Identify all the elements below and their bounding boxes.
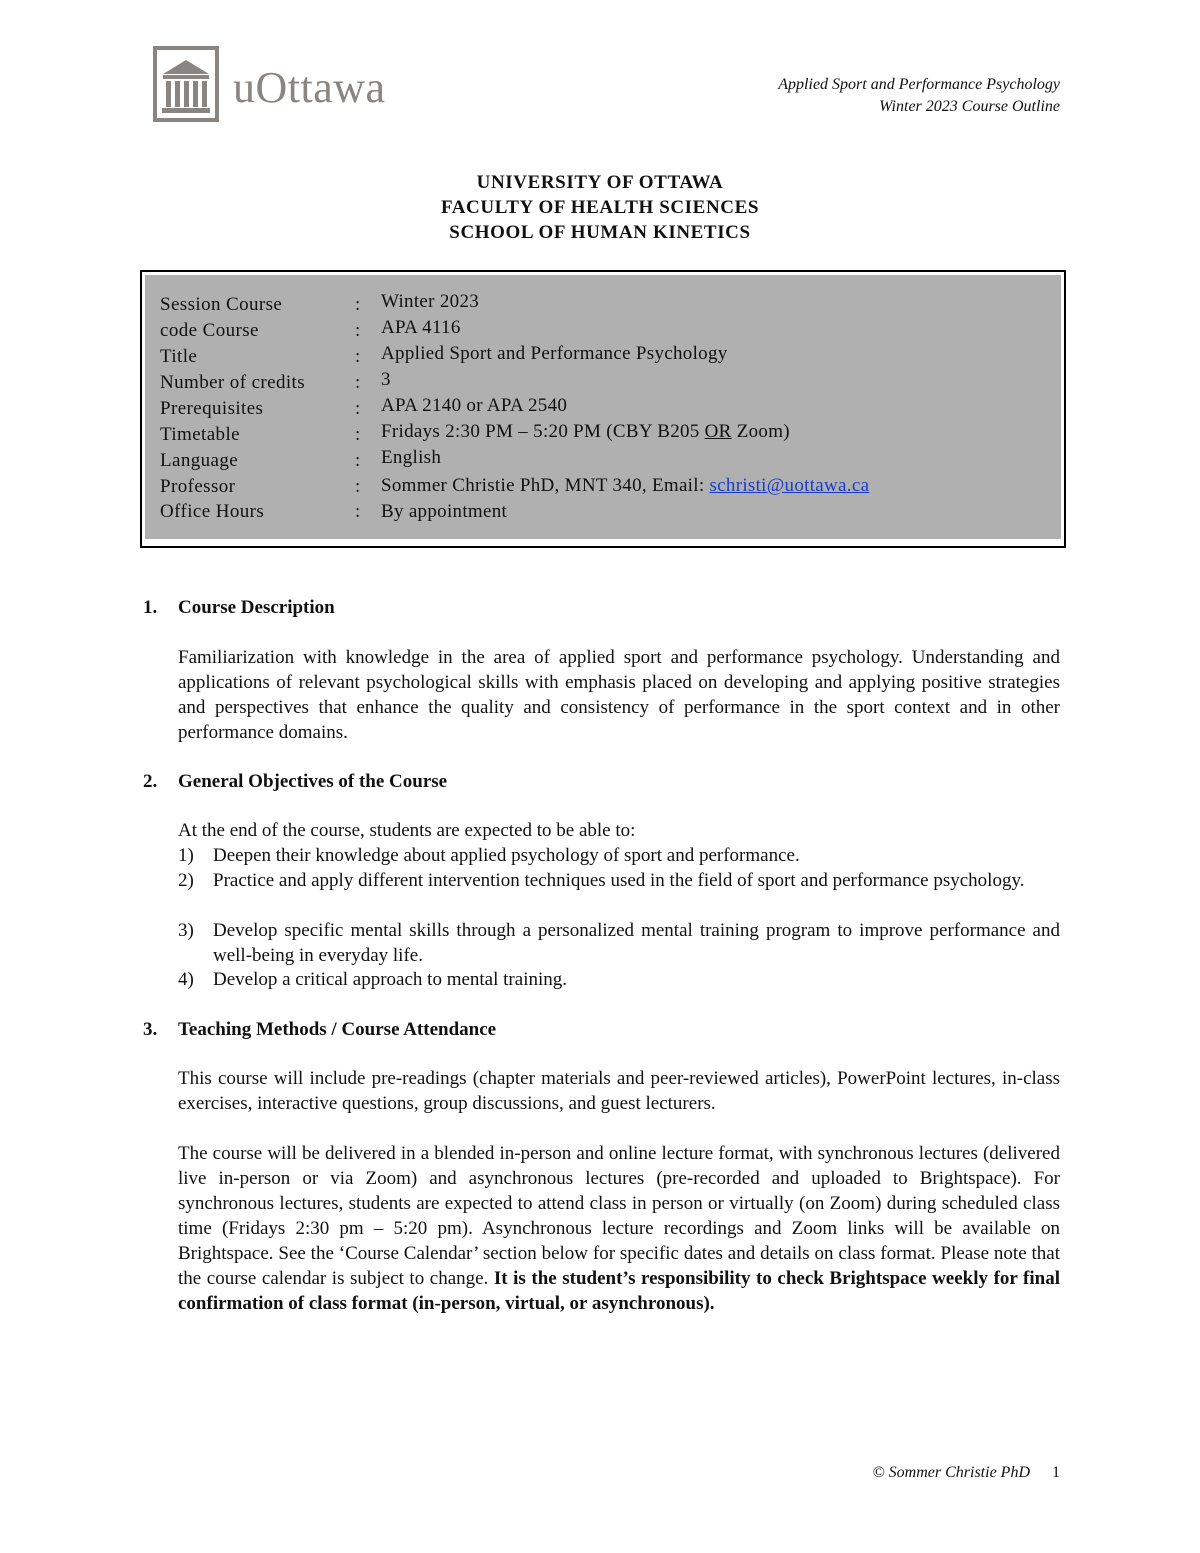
info-label: Timetable [160, 424, 240, 445]
running-header [778, 74, 1060, 118]
objective-text: Practice and apply different intervention techniques used in the field of sport and performance psychology. [213, 870, 1025, 891]
section-title: Course Description [178, 597, 335, 618]
info-row-code [145, 318, 1061, 343]
info-colon: : [355, 501, 361, 522]
objective-text: Develop a critical approach to mental training. [213, 969, 567, 990]
info-value: 3 [381, 369, 391, 390]
info-value [381, 419, 790, 444]
info-colon: : [355, 320, 361, 341]
uottawa-logo [153, 46, 423, 122]
footer-copyright: © Sommer Christie PhD [872, 1464, 1030, 1481]
course-delivery-paragraph [178, 1141, 1060, 1316]
info-row-language [145, 448, 1061, 473]
professor-text: Sommer Christie PhD, MNT 340, Email: [381, 475, 710, 496]
info-row-professor [145, 474, 1061, 499]
info-row-session [145, 292, 1061, 317]
university-building-icon [153, 46, 219, 122]
info-colon: : [355, 398, 361, 419]
section-number: 3. [143, 1019, 158, 1040]
info-label: Prerequisites [160, 398, 264, 419]
faculty-title: FACULTY OF HEALTH SCIENCES [440, 197, 760, 218]
objective-number: 2) [178, 870, 194, 891]
course-delivery-text: The course will be delivered in a blended in-person and online lecture format, with synchronous lectures (delivered live in-person or via Zoom) and asynchronous lectures (pre-recorded and uploaded to Brightspace). For synchronous lectures, students are expected to attend class in person or virtually (on Zoom) during scheduled class time (Fridays 2:30 pm – 5:20 pm). Asynchronous lecture recordings and Zoom links will be available on Brightspace. See the ‘Course Calendar’ section below for specific dates and details on class format. Please note that the course calendar is subject to change. [178, 1143, 1060, 1289]
info-colon: : [355, 476, 361, 497]
logo-wordmark: uOttawa [233, 63, 386, 112]
info-row-timetable [145, 422, 1061, 447]
info-value: English [381, 447, 442, 468]
objectives-intro: At the end of the course, students are expected to be able to: [178, 820, 636, 841]
section-title: General Objectives of the Course [178, 771, 448, 792]
professor-email-link[interactable]: schristi@uottawa.ca [709, 475, 870, 496]
info-value: APA 2140 or APA 2540 [381, 395, 568, 416]
timetable-text-end: Zoom) [731, 421, 790, 442]
info-label: Title [160, 346, 198, 367]
info-value: Winter 2023 [381, 291, 480, 312]
info-value: APA 4116 [381, 317, 461, 338]
info-value [381, 473, 869, 498]
info-label: Session Course [160, 294, 283, 315]
info-label: Number of credits [160, 372, 306, 393]
objective-text: Develop specific mental skills through a personalized mental training program to improve performance and well-being in everyday life. [213, 920, 1060, 966]
info-label: Office Hours [160, 501, 265, 522]
section-title: Teaching Methods / Course Attendance [178, 1019, 497, 1040]
section-number: 2. [143, 771, 158, 792]
objective-number: 3) [178, 920, 194, 941]
page-number: 1 [1052, 1464, 1060, 1481]
header-outline-term: Winter 2023 Course Outline [879, 98, 1060, 115]
teaching-methods-paragraph: This course will include pre-readings (chapter materials and peer-reviewed articles), PowerPoint lectures, in-class exercises, interactive questions, group discussions, and guest lecturers. [178, 1068, 1060, 1114]
school-title: SCHOOL OF HUMAN KINETICS [449, 222, 751, 243]
timetable-text: Fridays 2:30 PM – 5:20 PM (CBY B205 [381, 421, 705, 442]
objective-number: 4) [178, 969, 194, 990]
info-row-office-hours [145, 499, 1061, 524]
info-label: code Course [160, 320, 259, 341]
info-value: By appointment [381, 501, 508, 522]
info-colon: : [355, 294, 361, 315]
info-colon: : [355, 450, 361, 471]
page-footer [873, 1462, 1060, 1484]
header-course-name: Applied Sport and Performance Psychology [778, 76, 1060, 93]
course-info-box [140, 270, 1066, 548]
info-colon: : [355, 372, 361, 393]
info-label: Professor [160, 476, 236, 497]
info-row-prerequisites [145, 396, 1061, 421]
info-row-credits [145, 370, 1061, 395]
course-info-panel [145, 275, 1061, 539]
info-value: Applied Sport and Performance Psychology [381, 343, 728, 364]
objective-number: 1) [178, 845, 194, 866]
info-label: Language [160, 450, 239, 471]
section-number: 1. [143, 597, 158, 618]
info-colon: : [355, 424, 361, 445]
info-row-title [145, 344, 1061, 369]
timetable-or-underlined: OR [704, 421, 732, 442]
university-title: UNIVERSITY OF OTTAWA [476, 172, 724, 193]
info-colon: : [355, 346, 361, 367]
objective-text: Deepen their knowledge about applied psychology of sport and performance. [213, 845, 800, 866]
brightspace-responsibility-note: It is the student’s responsibility to check Brightspace weekly for final confirmation of class format (in-person, virtual, or asynchronous). [178, 1268, 1060, 1314]
course-description-paragraph: Familiarization with knowledge in the area of applied sport and performance psychology. Understanding and applications of relevant psychological skills with emphasis placed on developing and applying positive strategies and perspectives that enhance the quality and consistency of performance in the sport context and in other performance domains. [178, 647, 1060, 743]
document-titles [0, 170, 1200, 245]
